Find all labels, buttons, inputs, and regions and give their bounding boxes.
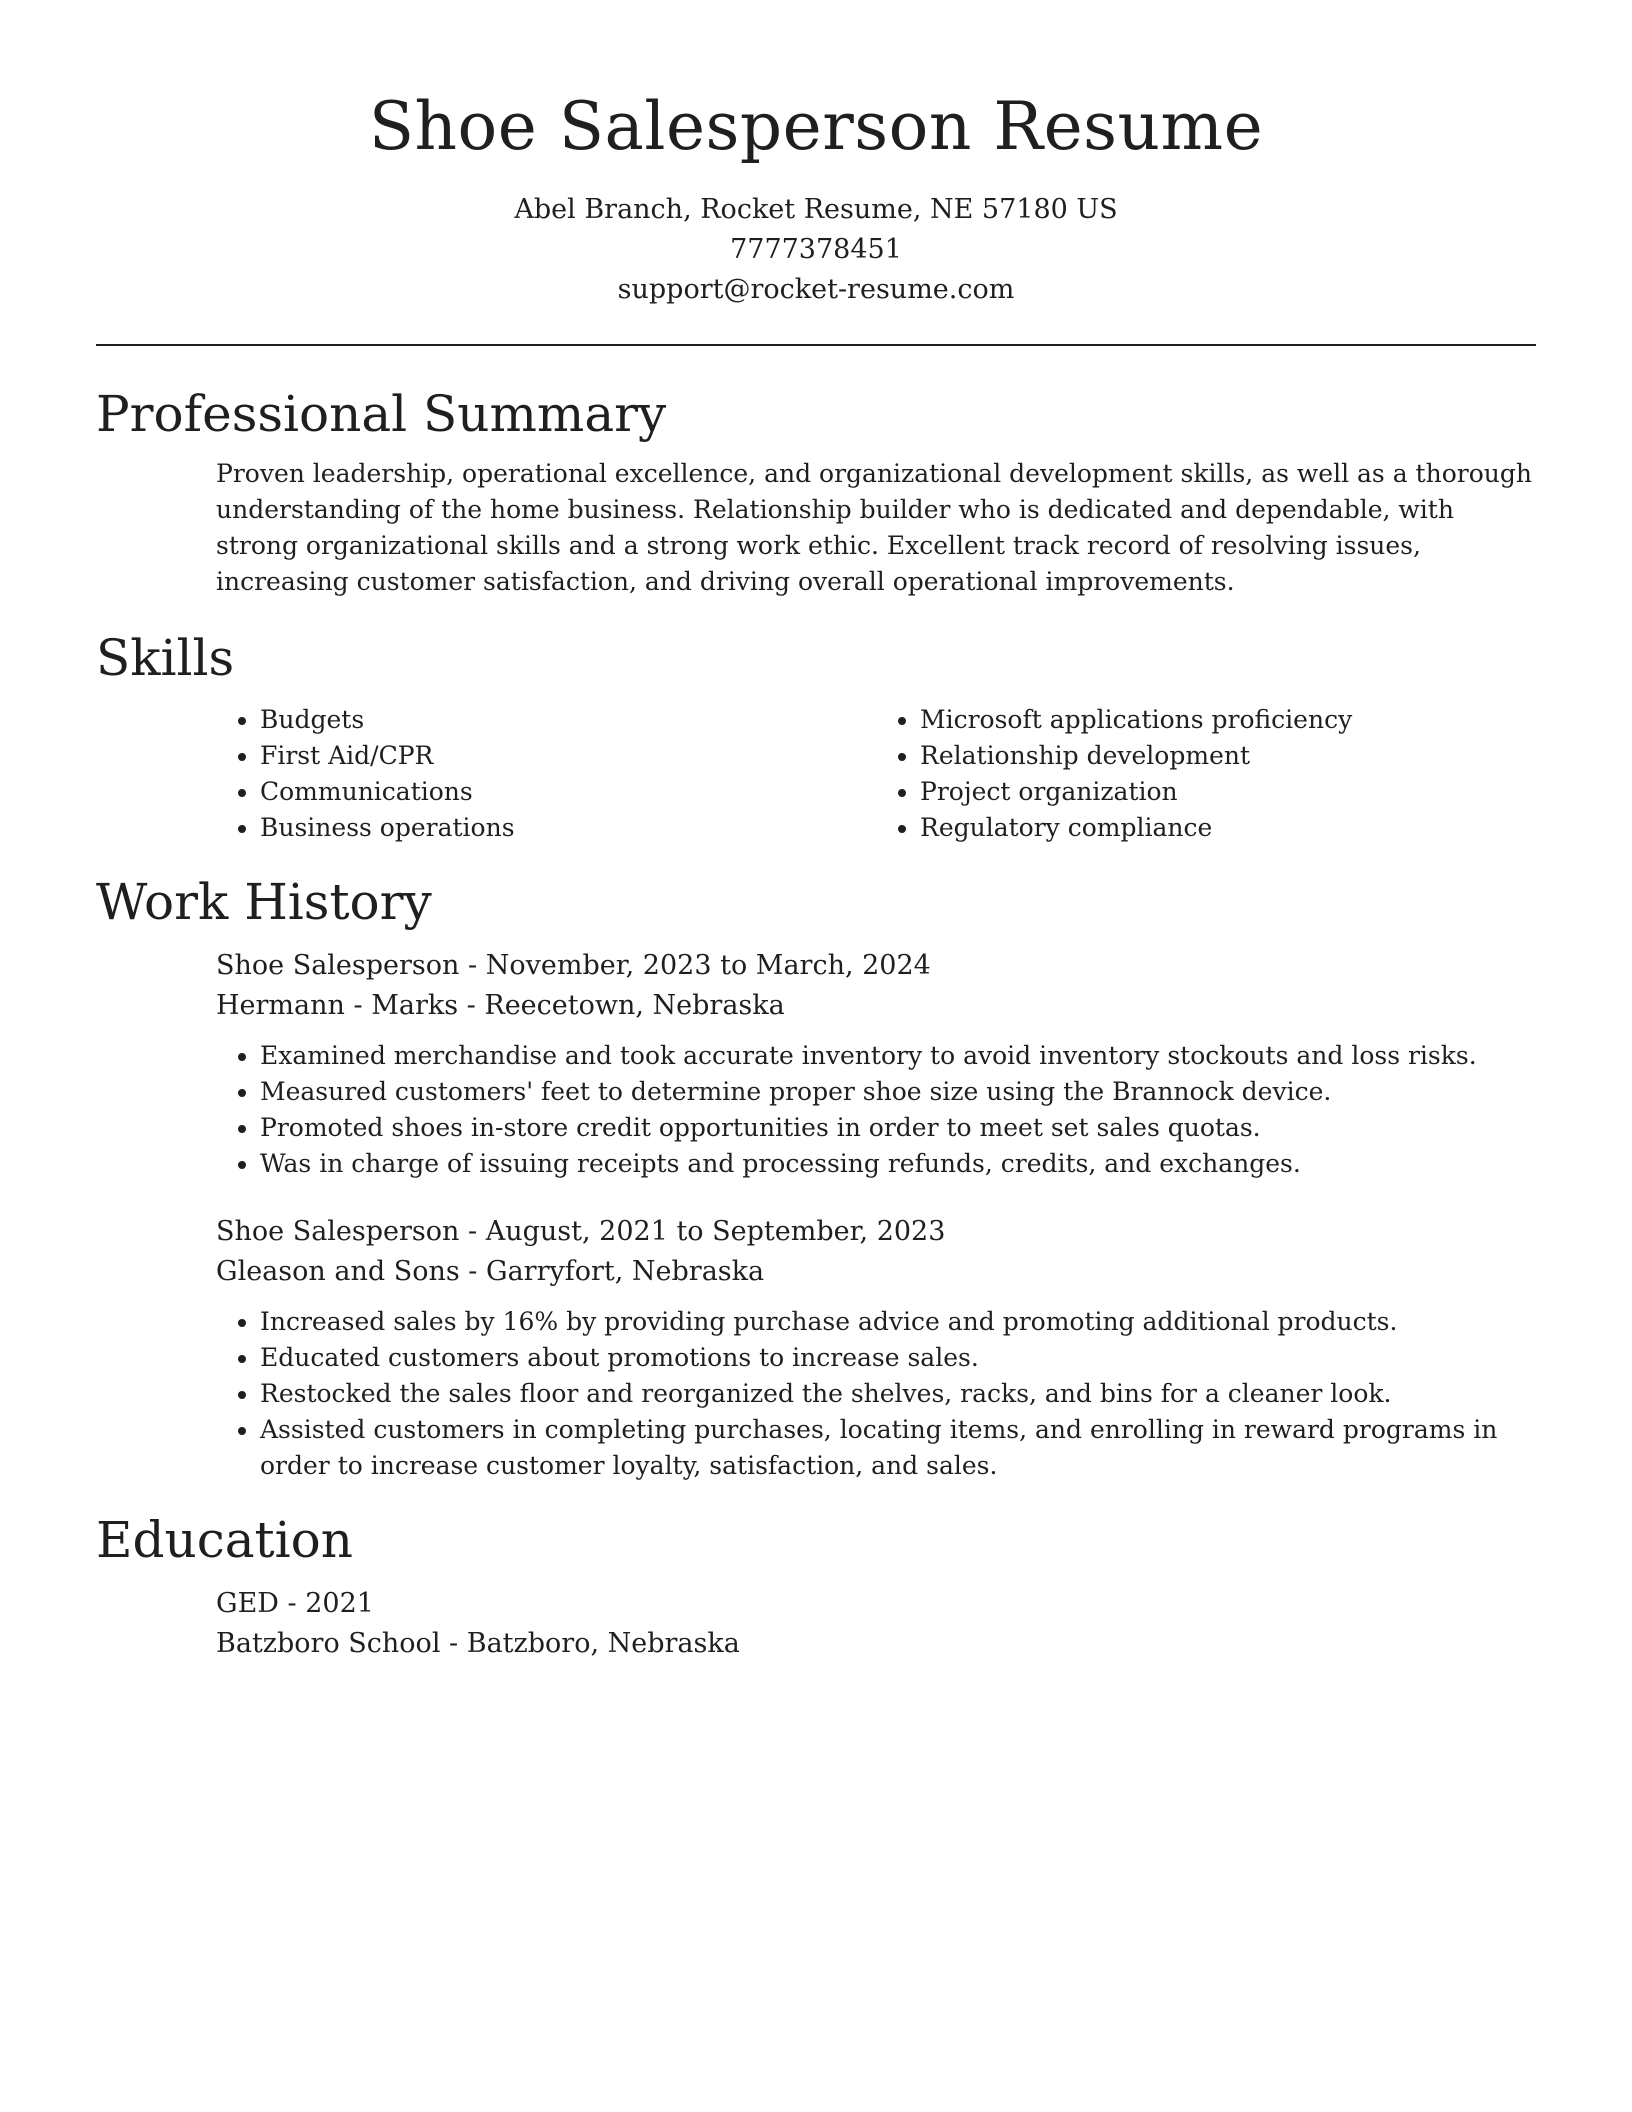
job-bullet: • Measured customers' feet to determine proper shoe size using the Brannock device. [260,1074,1536,1110]
job-bullet: • Increased sales by 16% by providing purchase advice and promoting additional products. [260,1304,1536,1340]
skill-item: • Communications [260,774,876,810]
education-location: - Batzboro, Nebraska [440,1628,740,1659]
job-bullet: • Assisted customers in completing purchases, locating items, and enrolling in reward programs in order to increase customer loyalty, satisfaction, and sales. [260,1412,1536,1484]
education-heading: Education [96,1511,353,1569]
education-degree: GED - 2021 [216,1588,374,1619]
skills-list [96,702,1536,846]
job-location: - Reecetown, Nebraska [458,990,785,1021]
job-bullet: • Educated customers about promotions to increase sales. [260,1340,1536,1376]
skill-item: • Relationship development [920,738,1536,774]
contact-address: Abel Branch, Rocket Resume, NE 57180 US [514,194,1118,225]
job-bullet: • Restocked the sales floor and reorganized the shelves, racks, and bins for a cleaner look. [260,1376,1536,1412]
education-school: Batzboro School [216,1628,441,1659]
work-history-heading: Work History [96,873,432,931]
job-bullet: • Was in charge of issuing receipts and processing refunds, credits, and exchanges. [260,1146,1536,1182]
section-work-history [96,870,1536,1484]
job-bullets [96,1038,1536,1182]
job-company-line [216,986,1536,1026]
skill-item: • Project organization [920,774,1536,810]
section-professional-summary [96,382,1536,600]
skill-item: • Regulatory compliance [920,810,1536,846]
job-entry [216,946,1536,1026]
job-title-line [216,946,1536,986]
contact-email: support@rocket-resume.com [617,274,1015,305]
resume-title: Shoe Salesperson Resume [368,88,1264,165]
job-company: Gleason and Sons [216,1256,460,1287]
job-bullets [96,1304,1536,1484]
skills-column-right [876,702,1536,846]
education-school-line [216,1624,1536,1664]
job-company-line [216,1252,1536,1292]
skill-item: • First Aid/CPR [260,738,876,774]
job-entry [216,1212,1536,1292]
summary-heading: Professional Summary [96,385,667,443]
job-company: Hermann - Marks [216,990,459,1021]
skill-item: • Budgets [260,702,876,738]
header-divider [96,344,1536,346]
section-skills [96,626,1536,846]
job-dates: - August, 2021 to September, 2023 [459,1216,946,1247]
contact-info [96,190,1536,310]
job-title-line [216,1212,1536,1252]
resume-header [96,0,1536,310]
skills-heading: Skills [96,629,235,687]
job-title: Shoe Salesperson [216,1216,460,1247]
skill-item: • Business operations [260,810,876,846]
job-dates: - November, 2023 to March, 2024 [459,950,931,981]
contact-phone: 7777378451 [730,234,902,265]
job-location: - Garryfort, Nebraska [459,1256,765,1287]
job-bullet: • Promoted shoes in-store credit opportunities in order to meet set sales quotas. [260,1110,1536,1146]
skill-item: • Microsoft applications proficiency [920,702,1536,738]
skills-column-left [216,702,876,846]
education-entry [96,1584,1536,1664]
summary-text: Proven leadership, operational excellence, and organizational development skills, as well as a thorough understanding of the home business. Relationship builder who is dedicated and dependable, with strong organizational skills and a strong work ethic. Excellent track record of resolving issues, increasing customer satisfaction, and driving overall operational improvements. [216,459,1532,596]
section-education [96,1508,1536,1664]
job-bullet: • Examined merchandise and took accurate inventory to avoid inventory stockouts and loss risks. [260,1038,1536,1074]
job-title: Shoe Salesperson [216,950,460,981]
